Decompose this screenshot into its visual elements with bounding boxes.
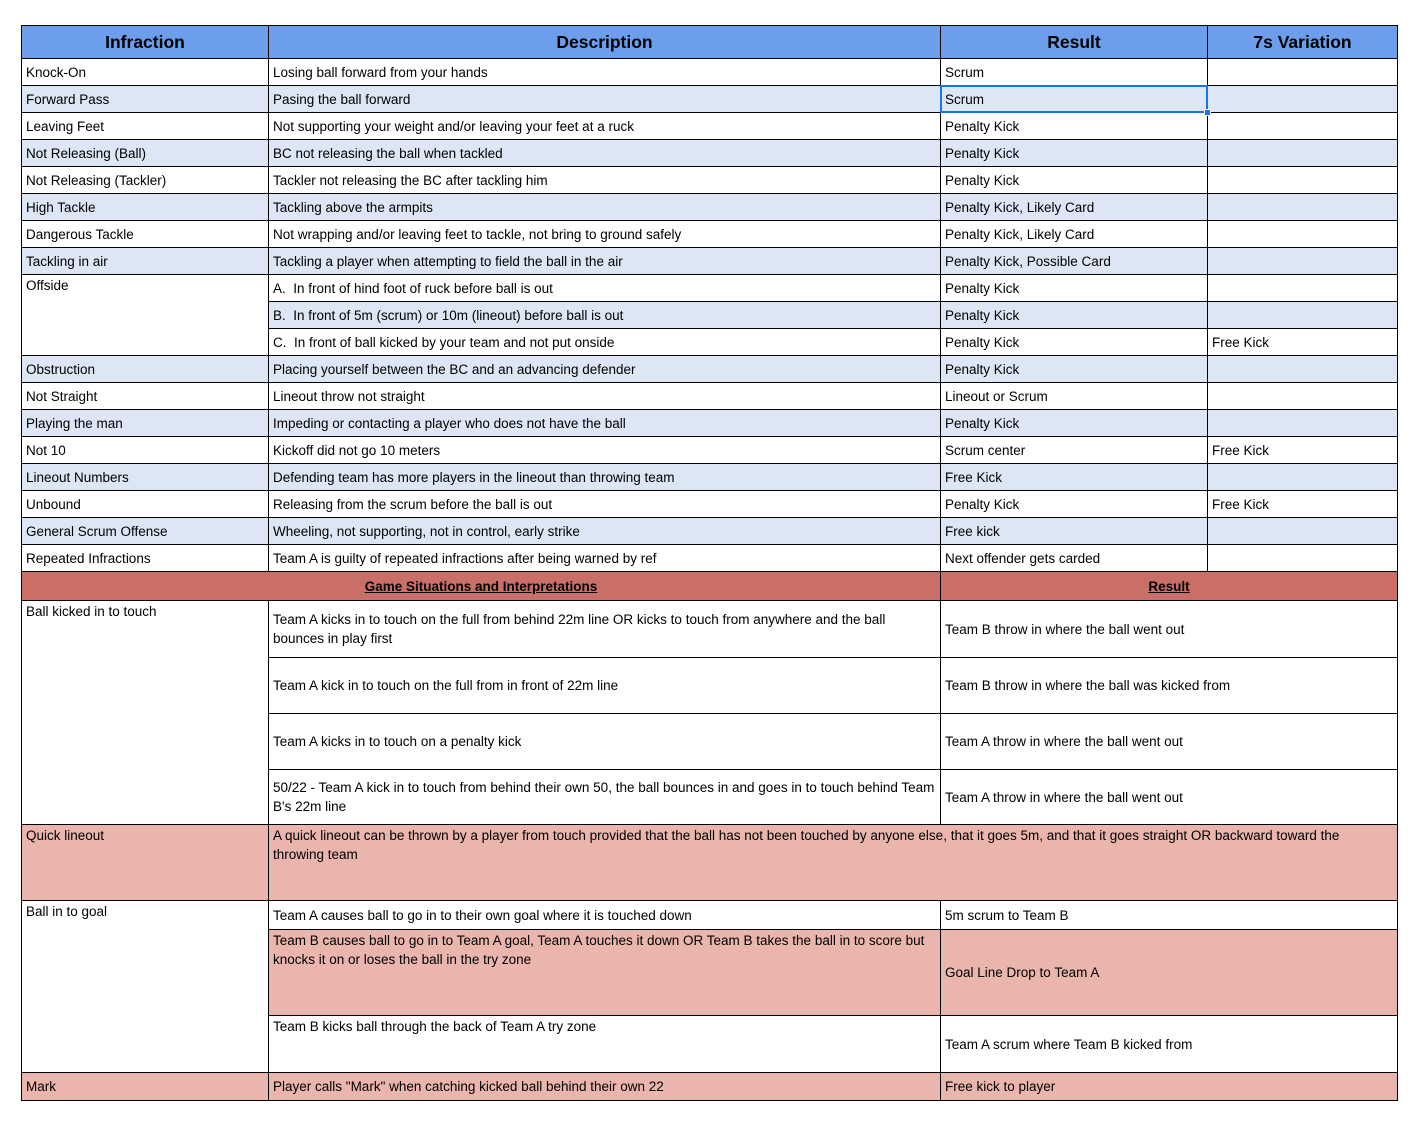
result-cell[interactable]: Penalty Kick: [941, 491, 1208, 518]
result-cell[interactable]: Penalty Kick, Likely Card: [941, 221, 1208, 248]
description-cell[interactable]: C. In front of ball kicked by your team and not put onside: [269, 329, 941, 356]
infraction-cell[interactable]: Offside: [22, 275, 269, 356]
table-row: [22, 491, 1398, 518]
column-header-description[interactable]: Description: [269, 26, 941, 59]
variation-cell[interactable]: [1208, 86, 1398, 113]
infraction-cell[interactable]: Unbound: [22, 491, 269, 518]
description-cell[interactable]: Losing ball forward from your hands: [269, 59, 941, 86]
result-cell[interactable]: Team B throw in where the ball went out: [941, 601, 1398, 658]
result-cell[interactable]: Penalty Kick: [941, 410, 1208, 437]
result-cell[interactable]: Penalty Kick: [941, 275, 1208, 302]
variation-cell[interactable]: [1208, 194, 1398, 221]
description-cell[interactable]: A. In front of hind foot of ruck before ball is out: [269, 275, 941, 302]
variation-cell[interactable]: [1208, 140, 1398, 167]
table-row: [22, 167, 1398, 194]
spreadsheet: [21, 25, 1398, 1101]
result-cell[interactable]: Penalty Kick, Likely Card: [941, 194, 1208, 221]
result-cell[interactable]: Lineout or Scrum: [941, 383, 1208, 410]
table-row: [22, 248, 1398, 275]
result-cell[interactable]: Penalty Kick: [941, 329, 1208, 356]
infraction-cell[interactable]: Not Releasing (Tackler): [22, 167, 269, 194]
description-cell[interactable]: Impeding or contacting a player who does not have the ball: [269, 410, 941, 437]
description-cell[interactable]: Team A kicks in to touch on the full from behind 22m line OR kicks to touch from anywhere and the ball bounces in play first: [269, 601, 941, 658]
variation-cell[interactable]: [1208, 302, 1398, 329]
result-cell[interactable]: Penalty Kick: [941, 140, 1208, 167]
description-cell[interactable]: Team B causes ball to go in to Team A goal, Team A touches it down OR Team B takes the ball in to score but knocks it on or loses the ball in the try zone: [269, 930, 941, 1016]
selected-cell[interactable]: [941, 86, 1208, 113]
header-row: [22, 26, 1398, 59]
infraction-cell[interactable]: Quick lineout: [22, 825, 269, 901]
variation-cell[interactable]: [1208, 356, 1398, 383]
result-cell[interactable]: Penalty Kick: [941, 113, 1208, 140]
table-row: [22, 545, 1398, 572]
infraction-cell[interactable]: High Tackle: [22, 194, 269, 221]
result-cell[interactable]: Free Kick: [941, 464, 1208, 491]
fill-handle[interactable]: [1204, 109, 1211, 116]
result-cell[interactable]: Team B throw in where the ball was kicked from: [941, 658, 1398, 714]
description-cell[interactable]: Pasing the ball forward: [269, 86, 941, 113]
table-row: [22, 410, 1398, 437]
result-cell[interactable]: Scrum center: [941, 437, 1208, 464]
table-row: [22, 901, 1398, 930]
infraction-cell[interactable]: Playing the man: [22, 410, 269, 437]
variation-cell[interactable]: Free Kick: [1208, 329, 1398, 356]
table-row: [22, 518, 1398, 545]
variation-cell[interactable]: [1208, 518, 1398, 545]
table-row: [22, 601, 1398, 658]
description-cell[interactable]: Not supporting your weight and/or leaving your feet at a ruck: [269, 113, 941, 140]
column-header-result[interactable]: Result: [941, 26, 1208, 59]
infraction-cell[interactable]: Obstruction: [22, 356, 269, 383]
table-row: [22, 356, 1398, 383]
column-header-infraction[interactable]: Infraction: [22, 26, 269, 59]
infraction-cell[interactable]: Lineout Numbers: [22, 464, 269, 491]
description-cell[interactable]: 50/22 - Team A kick in to touch from behind their own 50, the ball bounces in and goes in to touch behind Team B's 22m line: [269, 770, 941, 825]
description-cell[interactable]: Tackling above the armpits: [269, 194, 941, 221]
description-cell[interactable]: Defending team has more players in the lineout than throwing team: [269, 464, 941, 491]
description-cell[interactable]: Tackler not releasing the BC after tackling him: [269, 167, 941, 194]
variation-cell[interactable]: [1208, 545, 1398, 572]
variation-cell[interactable]: [1208, 410, 1398, 437]
selected-cell-text: Scrum: [945, 91, 985, 107]
variation-cell[interactable]: [1208, 248, 1398, 275]
result-cell[interactable]: Goal Line Drop to Team A: [941, 930, 1398, 1016]
table-row: [22, 437, 1398, 464]
infraction-cell[interactable]: Tackling in air: [22, 248, 269, 275]
table-row: [22, 221, 1398, 248]
result-cell[interactable]: Penalty Kick: [941, 302, 1208, 329]
infraction-cell[interactable]: Repeated Infractions: [22, 545, 269, 572]
description-cell[interactable]: B. In front of 5m (scrum) or 10m (lineout) before ball is out: [269, 302, 941, 329]
description-cell[interactable]: Team A causes ball to go in to their own goal where it is touched down: [269, 901, 941, 930]
variation-cell[interactable]: Free Kick: [1208, 491, 1398, 518]
table-row: [22, 113, 1398, 140]
description-cell[interactable]: Team A kick in to touch on the full from in front of 22m line: [269, 658, 941, 714]
description-cell[interactable]: Kickoff did not go 10 meters: [269, 437, 941, 464]
table-row: [22, 194, 1398, 221]
description-cell[interactable]: Not wrapping and/or leaving feet to tackle, not bring to ground safely: [269, 221, 941, 248]
variation-cell[interactable]: Free Kick: [1208, 437, 1398, 464]
result-cell[interactable]: Penalty Kick: [941, 356, 1208, 383]
infraction-cell[interactable]: Dangerous Tackle: [22, 221, 269, 248]
description-cell[interactable]: Team A kicks in to touch on a penalty kick: [269, 714, 941, 770]
description-cell[interactable]: Releasing from the scrum before the ball is out: [269, 491, 941, 518]
description-cell[interactable]: A quick lineout can be thrown by a player from touch provided that the ball has not been touched by anyone else, that it goes 5m, and that it goes straight OR backward toward the throwing team: [269, 825, 1398, 901]
infraction-cell[interactable]: Not Releasing (Ball): [22, 140, 269, 167]
result-cell[interactable]: Free kick: [941, 518, 1208, 545]
result-cell[interactable]: Team A scrum where Team B kicked from: [941, 1016, 1398, 1073]
table-row: [22, 825, 1398, 901]
table-body: [22, 59, 1398, 1101]
result-cell[interactable]: 5m scrum to Team B: [941, 901, 1398, 930]
section-header-result[interactable]: Result: [941, 572, 1398, 601]
result-cell[interactable]: Penalty Kick, Possible Card: [941, 248, 1208, 275]
variation-cell[interactable]: [1208, 383, 1398, 410]
description-cell[interactable]: Player calls "Mark" when catching kicked ball behind their own 22: [269, 1073, 941, 1101]
variation-cell[interactable]: [1208, 275, 1398, 302]
variation-cell[interactable]: [1208, 464, 1398, 491]
infraction-cell[interactable]: Knock-On: [22, 59, 269, 86]
description-cell[interactable]: Team B kicks ball through the back of Team A try zone: [269, 1016, 941, 1073]
table-row: [22, 383, 1398, 410]
description-cell[interactable]: Tackling a player when attempting to field the ball in the air: [269, 248, 941, 275]
description-cell[interactable]: Placing yourself between the BC and an advancing defender: [269, 356, 941, 383]
result-cell[interactable]: Penalty Kick: [941, 167, 1208, 194]
infraction-cell[interactable]: Ball in to goal: [22, 901, 269, 1073]
infraction-cell[interactable]: Not Straight: [22, 383, 269, 410]
variation-cell[interactable]: [1208, 167, 1398, 194]
section-header-game-situations[interactable]: Game Situations and Interpretations: [22, 572, 941, 601]
infraction-cell[interactable]: General Scrum Offense: [22, 518, 269, 545]
table-row: [22, 1073, 1398, 1101]
result-cell[interactable]: Team A throw in where the ball went out: [941, 770, 1398, 825]
variation-cell[interactable]: [1208, 59, 1398, 86]
description-cell[interactable]: Team A is guilty of repeated infractions after being warned by ref: [269, 545, 941, 572]
table-row: [22, 59, 1398, 86]
table-row: [22, 275, 1398, 302]
infraction-cell[interactable]: Mark: [22, 1073, 269, 1101]
table-row: [22, 464, 1398, 491]
infraction-cell[interactable]: Leaving Feet: [22, 113, 269, 140]
description-cell[interactable]: Wheeling, not supporting, not in control, early strike: [269, 518, 941, 545]
infraction-cell[interactable]: Ball kicked in to touch: [22, 601, 269, 825]
infractions-table: [21, 25, 1398, 1101]
table-row: [22, 86, 1398, 113]
variation-cell[interactable]: [1208, 221, 1398, 248]
table-row: [22, 572, 1398, 601]
result-cell[interactable]: Free kick to player: [941, 1073, 1398, 1101]
result-cell[interactable]: Scrum: [941, 59, 1208, 86]
infraction-cell[interactable]: Forward Pass: [22, 86, 269, 113]
result-cell[interactable]: Team A throw in where the ball went out: [941, 714, 1398, 770]
description-cell[interactable]: BC not releasing the ball when tackled: [269, 140, 941, 167]
infraction-cell[interactable]: Not 10: [22, 437, 269, 464]
table-row: [22, 140, 1398, 167]
column-header-7s-variation[interactable]: 7s Variation: [1208, 26, 1398, 59]
description-cell[interactable]: Lineout throw not straight: [269, 383, 941, 410]
variation-cell[interactable]: [1208, 113, 1398, 140]
result-cell[interactable]: Next offender gets carded: [941, 545, 1208, 572]
